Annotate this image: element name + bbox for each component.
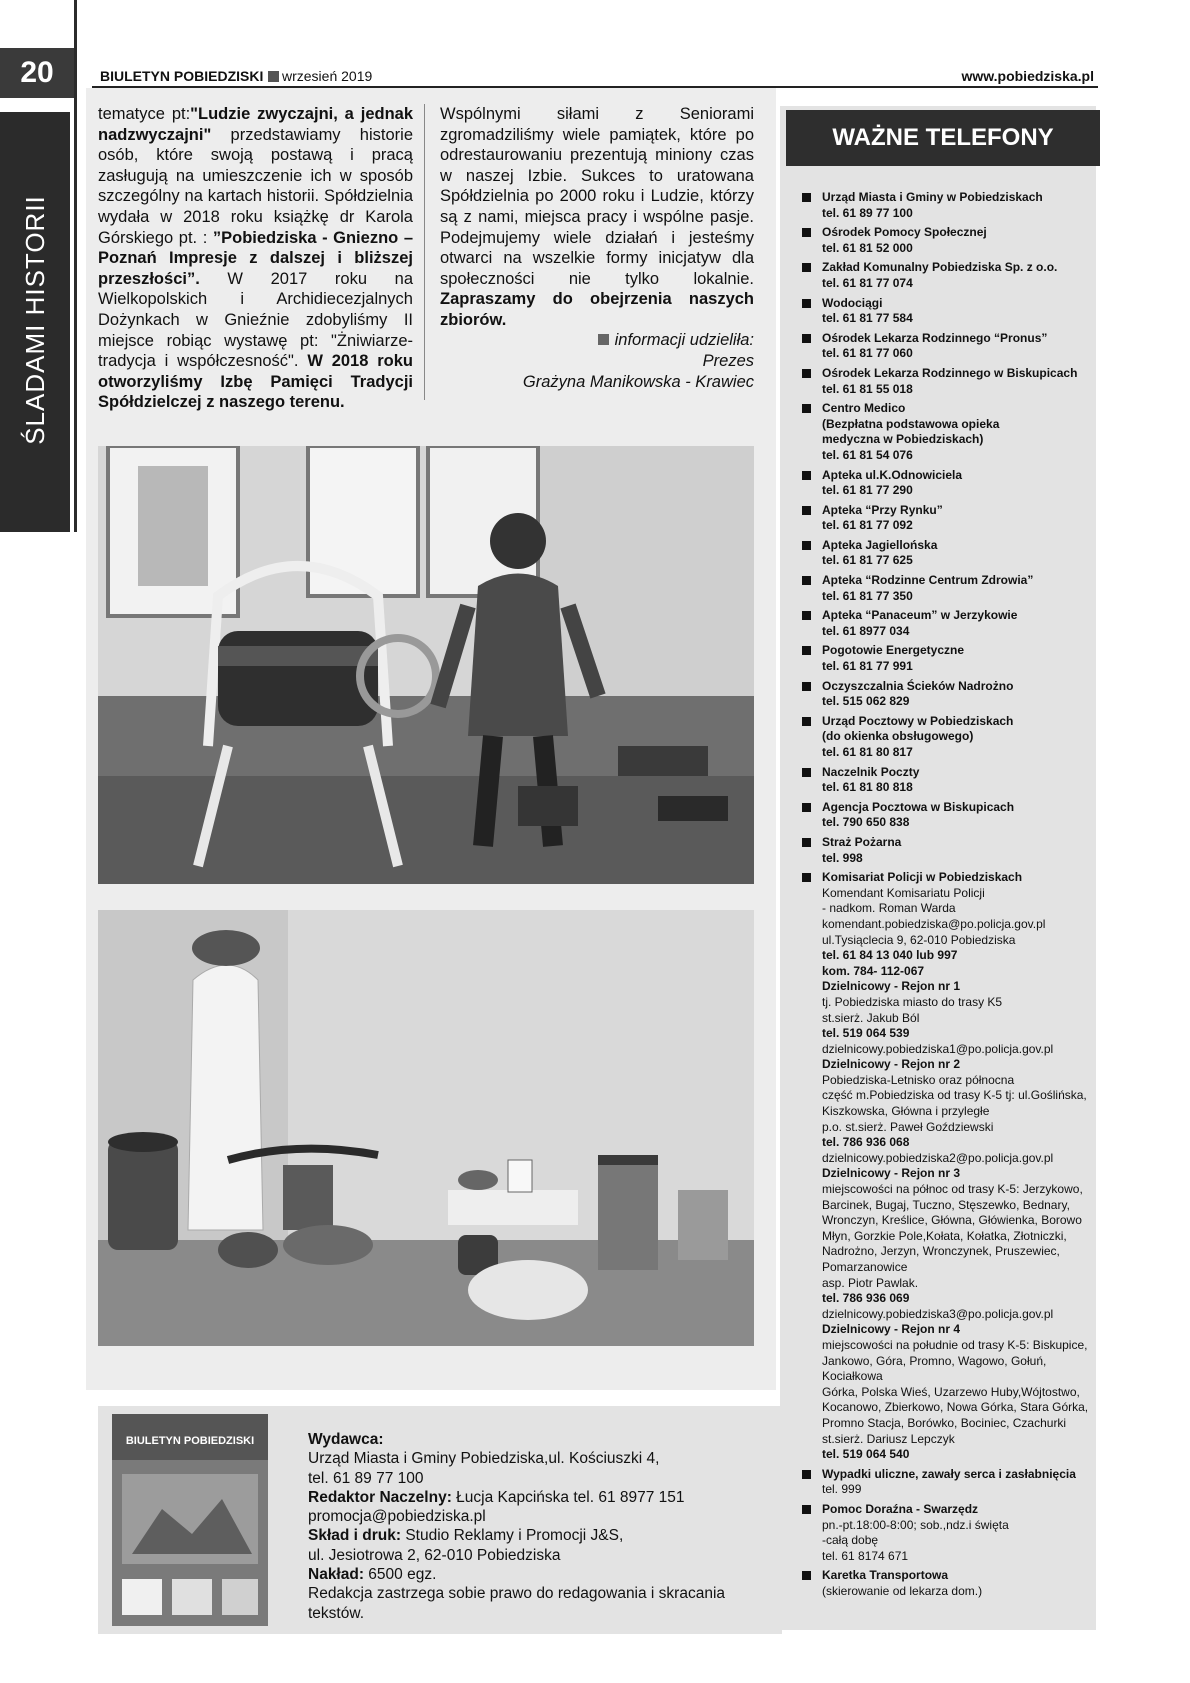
- phone-entry-name: Wypadki uliczne, zawały serca i zasłabnięcia: [822, 1466, 1076, 1481]
- publisher-text: Studio Reklamy i Promocji J&S,: [401, 1527, 624, 1545]
- photo-museum-room: [98, 446, 754, 884]
- phone-entry-detail: część m.Pobiedziska od trasy K-5 tj: ul.Goślińska,: [822, 1088, 1087, 1103]
- phone-entry-detail: (do okienka obsługowego): [822, 729, 974, 744]
- phone-entry-detail: asp. Piotr Pawlak.: [822, 1275, 919, 1290]
- bullet-square-icon: [802, 611, 811, 620]
- phone-entry-detail: dzielnicowy.pobiedziska1@po.policja.gov.pl: [822, 1041, 1054, 1056]
- phone-entry-detail: tel. 61 81 77 991: [822, 659, 913, 674]
- phone-entry: [800, 225, 1096, 256]
- publisher-line: [308, 1584, 778, 1623]
- phone-entry-detail: tel. 786 936 068: [822, 1135, 910, 1150]
- publisher-line: [308, 1546, 778, 1565]
- publisher-text: Łucja Kapcińska tel. 61 8977 151: [451, 1488, 685, 1506]
- phone-entry-name: Ośrodek Lekarza Rodzinnego “Pronus”: [822, 330, 1048, 345]
- phone-entry: [800, 765, 1096, 796]
- phone-entry: [800, 260, 1096, 291]
- article-text-run: Zapraszamy do obejrzenia naszych zbiorów.: [440, 290, 754, 329]
- article-credit: [440, 330, 754, 393]
- phones-heading: WAŻNE TELEFONY: [786, 110, 1100, 166]
- publisher-line: [308, 1469, 778, 1488]
- phone-entry-detail: Kocanowo, Zbierkowo, Nowa Górka, Stara Górka,: [822, 1400, 1089, 1415]
- phone-entry-detail: tel. 61 81 54 076: [822, 447, 913, 462]
- phone-entry-detail: tel. 61 84 13 040 lub 997: [822, 948, 958, 963]
- article-text-run: W 2017 roku na Wielkopolskich i Archidiecezjalnych Dożynkach w Gnieźnie zdobyliśmy II miejsce robiąc wystawę pt: "Żniwiarze-tradycja i współczesność".: [98, 269, 413, 371]
- bullet-square-icon: [802, 404, 811, 413]
- bullet-square-icon: [802, 193, 811, 202]
- phone-entry-name: Zakład Komunalny Pobiedziska Sp. z o.o.: [822, 260, 1058, 275]
- phone-entry: [800, 468, 1096, 499]
- bullet-square-icon: [802, 541, 811, 550]
- phone-entry-detail: tj. Pobiedziska miasto do trasy K5: [822, 994, 1003, 1009]
- phone-entry: [800, 190, 1096, 221]
- article-column-1: [98, 104, 413, 413]
- phone-entry-detail: tel. 519 064 539: [822, 1026, 910, 1041]
- cover-title: BIULETYN POBIEDZISKI: [125, 1435, 255, 1447]
- publisher-line: [308, 1507, 778, 1526]
- phone-entry-detail: Pomarzanowice: [822, 1260, 908, 1274]
- phone-entry-detail: (Bezpłatna podstawowa opieka: [822, 416, 1000, 431]
- publisher-line: [308, 1565, 778, 1584]
- phone-entry-detail: Kiszkowska, Główna i przyległe: [822, 1104, 990, 1119]
- phone-entry-name: Straż Pożarna: [822, 834, 902, 849]
- publisher-line: [308, 1449, 778, 1468]
- phone-entry-detail: tel. 61 81 80 817: [822, 745, 913, 759]
- photo-household-items-illustration: [98, 910, 754, 1346]
- phone-entry-detail: Młyn, Gorzkie Pole,Kołata, Kołatka, Złotniczki,: [822, 1228, 1067, 1243]
- phone-entry-detail: tel. 61 81 77 584: [822, 311, 913, 326]
- bullet-square-icon: [802, 576, 811, 585]
- header-separator: [268, 71, 279, 82]
- phone-entry-detail: st.sierż. Dariusz Lepczyk: [822, 1431, 955, 1446]
- phone-entry-detail: Pobiedziska-Letnisko oraz północna: [822, 1072, 1015, 1087]
- phone-entry-detail: tel. 519 064 540: [822, 1447, 910, 1462]
- publisher-text: tel. 61 89 77 100: [308, 1469, 424, 1487]
- publisher-text: Nakład:: [308, 1566, 364, 1584]
- phone-entry-detail: (skierowanie od lekarza dom.): [822, 1583, 983, 1598]
- phone-entry-detail: kom. 784- 112-067: [822, 963, 925, 978]
- phone-entry-detail: p.o. st.sierż. Paweł Goździewski: [822, 1119, 994, 1134]
- phone-entry-detail: tel. 61 81 77 060: [822, 346, 913, 361]
- photo-household-items: [98, 910, 754, 1346]
- bullet-square-icon: [802, 717, 811, 726]
- publisher-line: [308, 1488, 778, 1507]
- phone-entry-detail: komendant.pobiedziska@po.policja.gov.pl: [822, 916, 1046, 931]
- phone-entry-name: Urząd Pocztowy w Pobiedziskach: [822, 713, 1014, 728]
- phone-entry-detail: tel. 61 81 77 290: [822, 483, 913, 498]
- publisher-text: Urząd Miasta i Gminy Pobiedziska,ul. Kościuszki 4,: [308, 1450, 660, 1468]
- phone-entry-detail: tel. 61 89 77 100: [822, 205, 913, 220]
- phone-entry: [800, 608, 1096, 639]
- cover-illustration: [112, 1414, 268, 1626]
- bullet-square-icon: [802, 838, 811, 847]
- phone-entry-detail: tel. 61 81 77 625: [822, 553, 913, 568]
- phone-entry-name: Apteka “Rodzinne Centrum Zdrowia”: [822, 573, 1034, 588]
- phone-entry-detail: Dzielnicowy - Rejon nr 1: [822, 979, 961, 994]
- credit-line-3: Grażyna Manikowska - Krawiec: [522, 373, 754, 391]
- phone-entry-name: Pogotowie Energetyczne: [822, 643, 965, 658]
- publisher-text: Skład i druk:: [308, 1527, 402, 1545]
- publisher-text: ul. Jesiotrowa 2, 62-010 Pobiedziska: [308, 1546, 561, 1564]
- phone-entry-detail: dzielnicowy.pobiedziska3@po.policja.gov.pl: [822, 1306, 1054, 1321]
- phone-entry-detail: ul.Tysiąclecia 9, 62-010 Pobiedziska: [822, 932, 1016, 947]
- publisher-text: 6500 egz.: [364, 1566, 437, 1584]
- credit-marker: [598, 334, 609, 345]
- phone-entry: [800, 643, 1096, 674]
- phone-entry-name: Centro Medico: [822, 401, 906, 416]
- phone-entry-detail: Dzielnicowy - Rejon nr 4: [822, 1322, 961, 1337]
- bullet-square-icon: [802, 228, 811, 237]
- publisher-text: Wydawca:: [308, 1431, 384, 1448]
- phone-entry: [800, 331, 1096, 362]
- phone-entry-detail: tel. 61 81 77 350: [822, 588, 913, 603]
- phone-entry: [800, 714, 1096, 761]
- credit-line-1: informacji udzieliła:: [614, 331, 754, 349]
- phone-entry-name: Karetka Transportowa: [822, 1568, 949, 1583]
- article-text-run: Wspólnymi siłami z Seniorami zgromadziliśmy wiele pamiątek, które po odrestaurowaniu prezentują miniony czas w naszej Izbie. Sukces to uratowana Spółdzielnia po 2000 roku i Ludzie, którzy są z nami, miejsca pracy i wspólne pasje. Podejmujemy wiele działań i jesteśmy otwarci na wszelkie formy inicjatyw dla społeczności nie tylko lokalnie.: [440, 105, 754, 288]
- phone-entry-detail: Barcinek, Bugaj, Tuczno, Stęszewko, Bednary,: [822, 1197, 1070, 1212]
- article-text-run: "Ludzie zwyczajni, a jednak nadzwyczajni": [98, 105, 414, 144]
- column-rule: [424, 104, 425, 400]
- phone-entry: [800, 800, 1096, 831]
- phone-entry: [800, 573, 1096, 604]
- phone-entry: [800, 538, 1096, 569]
- phone-entry-detail: Jankowo, Góra, Promno, Wagowo, Gołuń, Kociałkowa: [822, 1353, 1047, 1384]
- phone-entry-detail: Komendant Komisariatu Policji: [822, 885, 985, 900]
- section-label: ŚLADAMI HISTORII: [20, 195, 50, 445]
- phone-entry-name: Wodociągi: [822, 295, 883, 310]
- phone-entry-detail: tel. 998: [822, 850, 863, 865]
- article-column-2: [440, 104, 754, 331]
- phone-entry-detail: tel. 61 81 55 018: [822, 381, 913, 396]
- phone-entry-detail: tel. 61 8977 034: [822, 623, 910, 638]
- phone-entry: [800, 870, 1096, 1463]
- phone-entry: [800, 296, 1096, 327]
- phone-entry: [800, 401, 1096, 463]
- phone-entry-detail: medyczna w Pobiedziskach): [822, 432, 984, 447]
- phone-entry-detail: tel. 61 81 77 092: [822, 518, 913, 533]
- bulletin-cover-thumbnail: [112, 1414, 268, 1626]
- bullet-square-icon: [802, 646, 811, 655]
- publisher-text: promocja@pobiedziska.pl: [308, 1508, 486, 1526]
- phone-entry-name: Apteka “Panaceum” w Jerzykowie: [822, 608, 1018, 623]
- article-text-run: W 2018 roku otworzyliśmy Izbę Pamięci Tradycji Spółdzielczej z naszego terenu.: [98, 352, 413, 412]
- bullet-square-icon: [802, 334, 811, 343]
- phone-entry-detail: Górka, Polska Wieś, Uzarzewo Huby,Wójtostwo,: [822, 1384, 1080, 1399]
- phone-entry: [800, 1467, 1096, 1498]
- credit-line-2: Prezes: [702, 352, 754, 370]
- phone-entry: [800, 503, 1096, 534]
- phone-entry-detail: Wronczyn, Kreślice, Główna, Główienka, Borowo: [822, 1213, 1082, 1228]
- phone-entry: [800, 835, 1096, 866]
- phone-entry-detail: tel. 999: [822, 1482, 862, 1497]
- phone-entry-detail: -całą dobę: [822, 1533, 879, 1548]
- phone-entry-detail: dzielnicowy.pobiedziska2@po.policja.gov.pl: [822, 1150, 1054, 1165]
- photo-museum-room-illustration: [98, 446, 754, 884]
- phone-entry-name: Ośrodek Pomocy Społecznej: [822, 225, 987, 240]
- article-text-run: tematyce pt:: [98, 105, 191, 123]
- phone-entry-detail: miejscowości na północ od trasy K-5: Jerzykowo,: [822, 1182, 1083, 1197]
- article-text-run: ”Pobiedziska - Gniezno – Poznań Impresje z dalszej i bliższej przeszłości”.: [98, 228, 413, 288]
- phone-entry-detail: tel. 61 8174 671: [822, 1548, 909, 1563]
- publisher-line: [308, 1430, 778, 1449]
- phone-entry-name: Apteka ul.K.Odnowiciela: [822, 467, 963, 482]
- website-url[interactable]: www.pobiedziska.pl: [961, 68, 1094, 84]
- phone-entry-detail: tel. 786 936 069: [822, 1291, 910, 1306]
- article-text-run: przedstawiamy historie osób, które swoją postawą i pracą zasługują na umieszczenie ich w sposób szczególny na kartach historii. Spółdzielnia wydała w 2018 roku książkę dr Karola Górskiego pt. :: [98, 125, 413, 247]
- phone-entry-name: Agencja Pocztowa w Biskupicach: [822, 799, 1015, 814]
- bullet-square-icon: [802, 768, 811, 777]
- phone-entry-name: Oczyszczalnia Ścieków Nadrożno: [822, 678, 1014, 693]
- phone-entry: [800, 366, 1096, 397]
- publisher-text: Redakcja zastrzega sobie prawo do redagowania i skracania tekstów.: [308, 1585, 726, 1622]
- phones-list: [800, 190, 1096, 1603]
- bullet-square-icon: [802, 1470, 811, 1479]
- bullet-square-icon: [802, 1571, 811, 1580]
- publisher-line: [308, 1526, 778, 1545]
- publisher-text: Redaktor Naczelny:: [308, 1488, 452, 1506]
- phone-entry-detail: tel. 61 81 77 074: [822, 275, 913, 290]
- phone-entry-detail: Promno Stacja, Borówko, Bociniec, Czachurki: [822, 1415, 1067, 1430]
- phone-entry: [800, 1502, 1096, 1564]
- phone-entry: [800, 1568, 1096, 1599]
- phone-entry-name: Urząd Miasta i Gminy w Pobiedziskach: [822, 190, 1043, 204]
- phone-entry-detail: tel. 515 062 829: [822, 694, 910, 709]
- bulletin-title: BIULETYN POBIEDZISKI: [100, 68, 264, 84]
- phone-entry-detail: tel. 61 81 52 000: [822, 240, 913, 255]
- phone-entry-name: Apteka “Przy Rynku”: [822, 502, 943, 517]
- issue-date: wrzesień 2019: [282, 68, 373, 84]
- page-number: 20: [0, 48, 74, 98]
- phone-entry-detail: Dzielnicowy - Rejon nr 3: [822, 1166, 961, 1181]
- phone-entry-detail: - nadkom. Roman Warda: [822, 901, 956, 916]
- phone-entry-detail: tel. 61 81 80 818: [822, 780, 913, 795]
- bullet-square-icon: [802, 369, 811, 378]
- publisher-info: [308, 1430, 778, 1623]
- phone-entry-name: Pomoc Doraźna - Swarzędz: [822, 1501, 979, 1516]
- phone-entry-detail: tel. 790 650 838: [822, 815, 910, 830]
- bullet-square-icon: [802, 299, 811, 308]
- phone-entry-detail: miejscowości na południe od trasy K-5: Biskupice,: [822, 1337, 1088, 1352]
- bullet-square-icon: [802, 506, 811, 515]
- phone-entry-name: Apteka Jagiellońska: [822, 537, 938, 552]
- bullet-square-icon: [802, 873, 811, 882]
- phone-entry: [800, 679, 1096, 710]
- side-rule: [74, 0, 77, 532]
- bullet-square-icon: [802, 1505, 811, 1514]
- bullet-square-icon: [802, 803, 811, 812]
- phone-entry-name: Ośrodek Lekarza Rodzinnego w Biskupicach: [822, 365, 1078, 380]
- bullet-square-icon: [802, 471, 811, 480]
- phone-entry-name: Komisariat Policji w Pobiedziskach: [822, 870, 1023, 885]
- bullet-square-icon: [802, 263, 811, 272]
- phone-entry-detail: pn.-pt.18:00-8:00; sob.,ndz.i święta: [822, 1517, 1009, 1532]
- phone-entry-detail: Dzielnicowy - Rejon nr 2: [822, 1057, 961, 1072]
- bullet-square-icon: [802, 682, 811, 691]
- phone-entry-name: Naczelnik Poczty: [822, 764, 920, 779]
- phone-entry-detail: st.sierż. Jakub Ból: [822, 1010, 920, 1025]
- phone-entry-detail: Nadrożno, Jerzyn, Wronczynek, Pruszewiec,: [822, 1244, 1060, 1259]
